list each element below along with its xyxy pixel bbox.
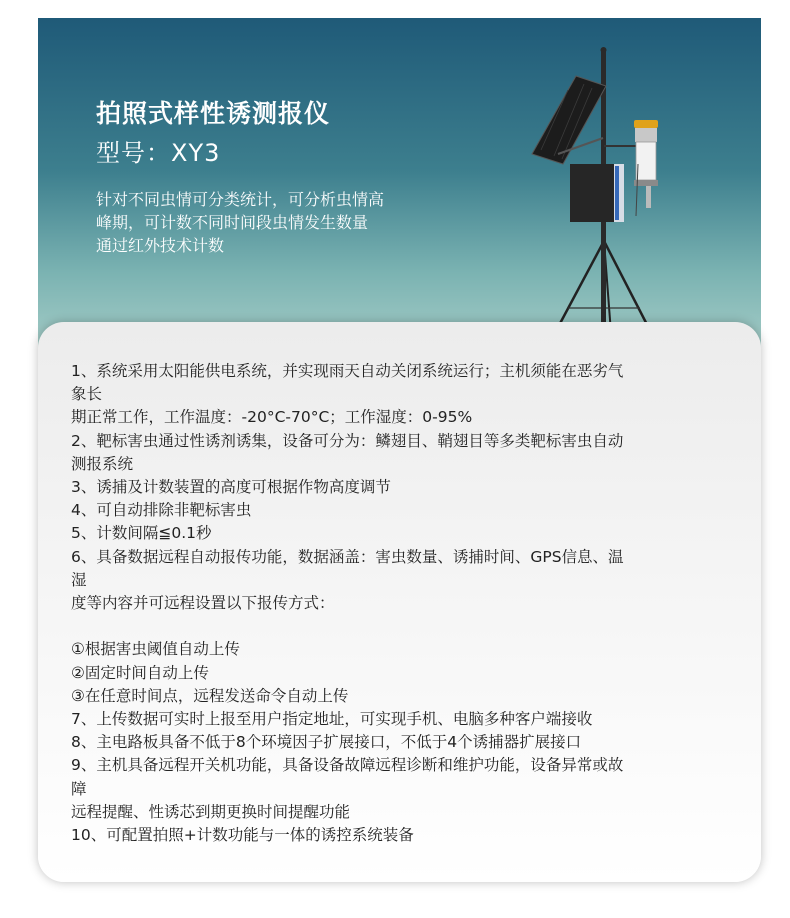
spec-line: 5、计数间隔≦0.1秒: [71, 524, 212, 543]
spec-line: ③在任意时间点，远程发送命令自动上传: [71, 686, 349, 705]
spec-line: 障: [71, 779, 87, 798]
spec-line: 2、靶标害虫通过性诱剂诱集，设备可分为：鳞翅目、鞘翅目等多类靶标害虫自动: [71, 431, 624, 450]
spec-line: [71, 615, 741, 638]
intro-line: 通过红外技术计数: [96, 236, 225, 255]
spec-line: 4、可自动排除非靶标害虫: [71, 501, 252, 520]
intro-line: 针对不同虫情可分类统计，可分析虫情高: [96, 190, 385, 209]
spec-list: [71, 360, 741, 847]
spec-line: 测报系统: [71, 454, 134, 473]
product-title: 拍照式样性诱测报仪: [96, 99, 331, 128]
product-intro: [96, 188, 384, 257]
spec-line: 象长: [71, 385, 103, 404]
monitoring-device-image: [518, 46, 698, 356]
spec-line: 10、可配置拍照+计数功能与一体的诱控系统装备: [71, 826, 414, 845]
spec-line: 度等内容并可远程设置以下报传方式：: [71, 594, 335, 613]
spec-line: ②固定时间自动上传: [71, 663, 209, 682]
spec-line: 湿: [71, 570, 87, 589]
spec-line: 期正常工作，工作温度：-20°C-70°C；工作湿度：0-95%: [71, 408, 473, 427]
product-banner: [38, 18, 761, 358]
spec-line: ①根据害虫阈值自动上传: [71, 640, 240, 659]
spec-line: 远程提醒、性诱芯到期更换时间提醒功能: [71, 802, 351, 821]
spec-line: 9、主机具备远程开关机功能，具备设备故障远程诊断和维护功能，设备异常或故: [71, 756, 624, 775]
spec-line: 6、具备数据远程自动报传功能，数据涵盖：害虫数量、诱捕时间、GPS信息、温: [71, 547, 624, 566]
spec-line: 3、诱捕及计数装置的高度可根据作物高度调节: [71, 478, 391, 497]
specifications-card: [38, 322, 761, 882]
intro-line: 峰期，可计数不同时间段虫情发生数量: [96, 213, 369, 232]
spec-line: 1、系统采用太阳能供电系统，并实现雨天自动关闭系统运行；主机须能在恶劣气: [71, 362, 624, 380]
spec-line: 8、主电路板具备不低于8个环境因子扩展接口，不低于4个诱捕器扩展接口: [71, 733, 582, 752]
spec-line: 7、上传数据可实时上报至用户指定地址，可实现手机、电脑多种客户端接收: [71, 710, 593, 729]
model-label: 型号：XY3: [96, 139, 221, 167]
